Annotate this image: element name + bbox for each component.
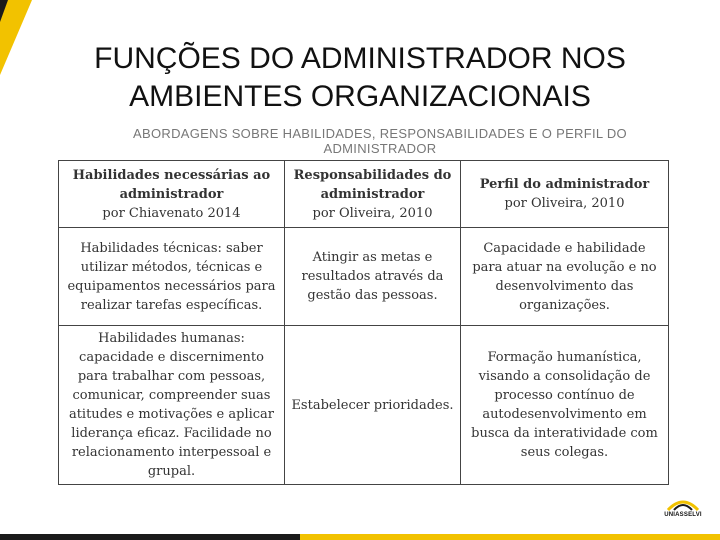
- brand-logo-icon: [666, 494, 700, 512]
- slide-title: FUNÇÕES DO ADMINISTRADOR NOS AMBIENTES ORGANIZACIONAIS: [94, 42, 626, 113]
- header-source: por Oliveira, 2010: [504, 196, 625, 211]
- table-cell: Habilidades técnicas: saber utilizar métodos, técnicas e equipamentos necessários para realizar tarefas específicas.: [59, 228, 285, 326]
- header-title: Responsabilidades do administrador: [293, 167, 452, 202]
- header-source: por Chiavenato 2014: [102, 205, 241, 221]
- table-cell: Atingir as metas e resultados através da gestão das pessoas.: [285, 228, 461, 326]
- corner-decoration: [0, 0, 32, 75]
- header-cell: [285, 161, 461, 228]
- table-row: [59, 228, 669, 326]
- table-cell: Habilidades humanas: capacidade e discernimento para trabalhar com pessoas, comunicar, compreender suas atitudes e motivações e aplicar liderança eficaz. Facilidade no relacionamento interpessoal e grupal.: [59, 326, 285, 485]
- brand-logo: [658, 494, 708, 526]
- footer-strip-yellow: [300, 534, 720, 540]
- table-cell: Estabelecer prioridades.: [285, 326, 461, 485]
- skills-table: [58, 160, 669, 485]
- header-title: Habilidades necessárias ao administrador: [72, 167, 271, 202]
- table-cell: Formação humanística, visando a consolidação de processo contínuo de autodesenvolvimento em busca da interatividade com seus colegas.: [461, 326, 669, 485]
- brand-name: UNIASSELVI: [664, 512, 702, 518]
- table-row: [59, 326, 669, 485]
- header-source: por Oliveira, 2010: [312, 205, 433, 221]
- header-cell: [59, 161, 285, 228]
- table-cell: Capacidade e habilidade para atuar na evolução e no desenvolvimento das organizações.: [461, 228, 669, 326]
- header-cell: [461, 161, 669, 228]
- footer-strip-dark: [0, 534, 330, 540]
- header-title: Perfil do administrador: [479, 177, 650, 192]
- table-caption: ABORDAGENS SOBRE HABILIDADES, RESPONSABILIDADES E O PERFIL DO ADMINISTRADOR: [133, 126, 627, 156]
- table-header-row: [59, 161, 669, 228]
- footer-strip: [0, 528, 720, 540]
